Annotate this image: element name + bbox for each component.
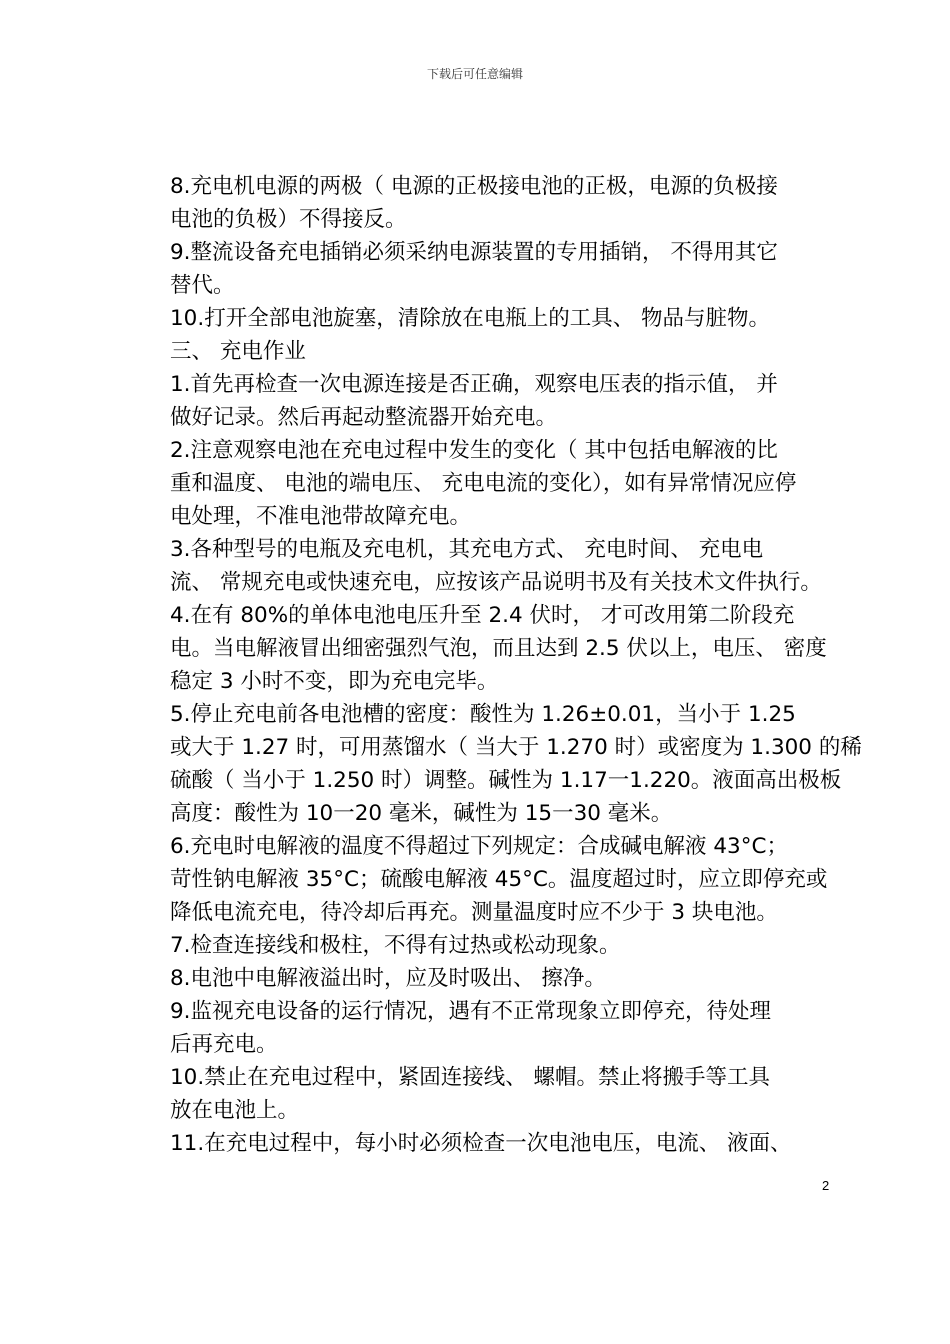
text-line: 3.各种型号的电瓶及充电机，其充电方式、 充电时间、 充电电 [170,537,764,562]
text-line: 6.充电时电解液的温度不得超过下列规定：合成碱电解液 43°C； [170,834,788,859]
text-line: 后再充电。 [170,1032,278,1057]
text-line: 硫酸（ 当小于 1.250 时）调整。碱性为 1.17一1.220。液面高出极板 [170,768,842,793]
paragraph-group-before [127,170,839,335]
text-line: 重和温度、 电池的端电压、 充电电流的变化），如有异常情况应停 [170,471,797,496]
paragraph [127,236,839,302]
text-line: 电池的负极）不得接反。 [170,207,407,232]
text-line: 10.禁止在充电过程中，紧固连接线、 螺帽。禁止将搬手等工具 [170,1065,771,1090]
paragraph [127,599,839,698]
paragraph [127,302,839,335]
document-body [127,170,862,1160]
text-line: 11.在充电过程中，每小时必须检查一次电池电压，电流、 液面、 [170,1131,792,1156]
paragraph [127,368,839,434]
paragraph-group-after [127,368,862,1160]
paragraph [127,830,839,929]
text-line: 高度：酸性为 10一20 毫米，碱性为 15一30 毫米。 [170,801,673,826]
paragraph [127,533,839,599]
text-line: 替代。 [170,273,235,298]
paragraph [127,1061,839,1127]
paragraph [127,1127,839,1160]
text-line: 2.注意观察电池在充电过程中发生的变化（ 其中包括电解液的比 [170,438,778,463]
paragraph [127,434,839,533]
text-line: 8.电池中电解液溢出时，应及时吸出、 擦净。 [170,966,606,991]
paragraph [127,698,862,830]
text-line: 5.停止充电前各电池槽的密度：酸性为 1.26±0.01，当小于 1.25 [170,702,796,727]
text-line: 9.监视充电设备的运行情况，遇有不正常现象立即停充，待处理 [170,999,772,1024]
text-line: 4.在有 80%的单体电池电压升至 2.4 伏时， 才可改用第二阶段充 [170,603,795,628]
paragraph [127,170,839,236]
text-line: 或大于 1.27 时，可用蒸馏水（ 当大于 1.270 时）或密度为 1.300 的稀 [170,735,862,760]
text-line: 1.首先再检查一次电源连接是否正确，观察电压表的指示值， 并 [170,372,778,397]
text-line: 8.充电机电源的两极（ 电源的正极接电池的正极，电源的负极接 [170,174,778,199]
text-line: 流、 常规充电或快速充电，应按该产品说明书及有关技术文件执行。 [170,570,822,595]
text-line: 9.整流设备充电插销必须采纳电源装置的专用插销， 不得用其它 [170,240,778,265]
text-line: 放在电池上。 [170,1098,300,1123]
paragraph [127,962,839,995]
section-title: 三、 充电作业 [170,339,306,364]
text-line: 电。当电解液冒出细密强烈气泡，而且达到 2.5 伏以上，电压、 密度 [170,636,827,661]
text-line: 7.检查连接线和极柱，不得有过热或松动现象。 [170,933,621,958]
text-line: 10.打开全部电池旋塞，清除放在电瓶上的工具、 物品与脏物。 [170,306,771,331]
text-line: 做好记录。然后再起动整流器开始充电。 [170,405,558,430]
text-line: 降低电流充电，待冷却后再充。测量温度时应不少于 3 块电池。 [170,900,778,925]
page-number: 2 [822,1178,830,1193]
text-line: 苛性钠电解液 35°C；硫酸电解液 45°C。温度超过时，应立即停充或 [170,867,828,892]
paragraph [127,995,839,1061]
paragraph [127,929,839,962]
text-line: 电处理，不准电池带故障充电。 [170,504,472,529]
page-header: 下载后可任意编辑 [426,67,523,81]
text-line: 稳定 3 小时不变，即为充电完毕。 [170,669,499,694]
